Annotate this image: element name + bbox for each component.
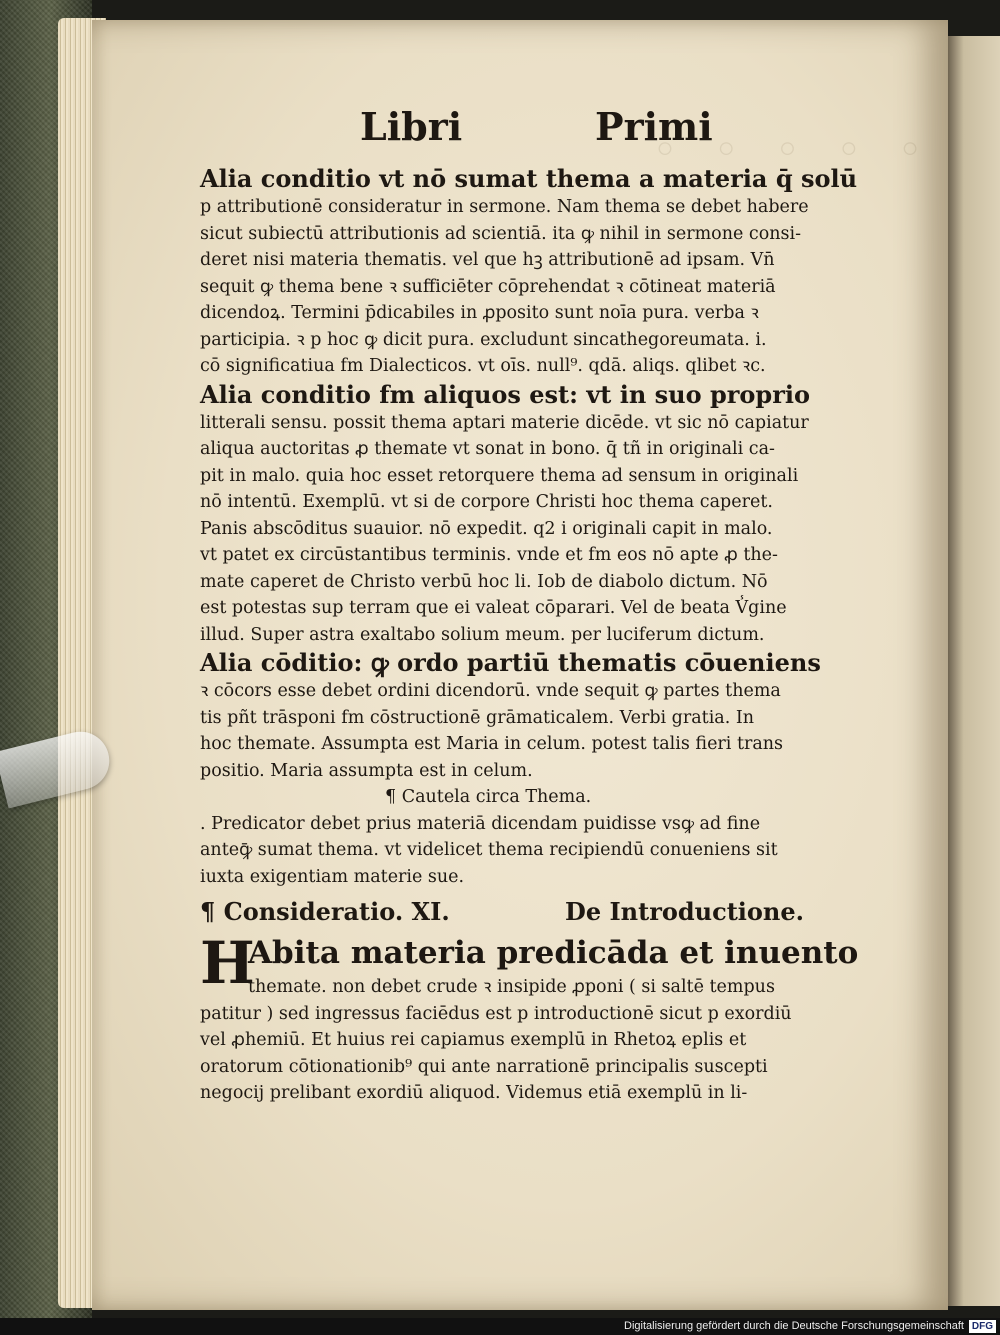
- text-line: sicut subiectū attributionis ad scientiā. ita ꝙ nihil in sermone consi-: [200, 223, 801, 244]
- text-line: cō significatiua fm Dialecticos. vt oīs. null⁹. qdā. aliqs. qlibet ꝛc.: [200, 356, 766, 376]
- text-line: . Predicator debet prius materiā dicendam puidisse vsꝙ ad fine: [200, 813, 761, 834]
- text-line: est potestas sup terram que ei valeat cōparari. Vel de beata V̾gine: [200, 598, 787, 618]
- cautela-heading: ¶ Cautela circa Thema.: [385, 787, 592, 807]
- heading-introductione: De Introductione.: [565, 897, 804, 926]
- text-line: Alia conditio vt nō sumat thema a materia q̄ solū: [200, 164, 858, 193]
- text-line: hoc themate. Assumpta est Maria in celum. potest talis fieri trans: [200, 734, 784, 754]
- running-head-right: Primi: [595, 104, 713, 149]
- paragraph-4: [200, 811, 860, 891]
- scan-footer: [0, 1318, 1000, 1335]
- paragraph-3: [200, 648, 860, 784]
- text-line: participia. ꝛ p hoc ꝙ dicit pura. excludunt sincathegoreumata. i.: [200, 329, 767, 350]
- text-line: aliqua auctoritas ꝓ themate vt sonat in bono. q̄ tñ in originali ca-: [200, 439, 775, 459]
- text-line: ꝛ cōcors esse debet ordini dicendorū. vnde sequit ꝙ partes thema: [200, 681, 781, 701]
- text-line: themate. non debet crude ꝛ insipide ꝓponi ( si saltē tempus: [248, 977, 775, 997]
- paragraph-1: [200, 164, 860, 380]
- text-line: deret nisi materia thematis. vel que hꝫ attributionē ad ipsam. Vn̄: [200, 250, 775, 270]
- text-line: Alia cōditio: ꝙ ordo partiū thematis cōueniens: [200, 648, 821, 677]
- text-line: litterali sensu. possit thema aptari materie dicēde. vt sic nō capiatur: [200, 412, 809, 433]
- text-line: patitur ) sed ingressus faciēdus est p introductionē sicut p exordiū: [200, 1003, 792, 1024]
- text-line: pit in malo. quia hoc esset retorquere thema ad sensum in originali: [200, 465, 799, 486]
- text-line: Abita materia predicāda et inuento: [248, 935, 859, 971]
- running-head-left: Libri: [360, 104, 463, 149]
- dfg-logo: DFG: [969, 1320, 996, 1333]
- heading-consideratio: ¶ Consideratio. XI.: [200, 897, 450, 926]
- running-head: [200, 100, 860, 164]
- text-line: Alia conditio fm aliquos est: vt in suo proprio: [200, 379, 810, 409]
- paragraph-5: [200, 929, 860, 1107]
- text-line: dicendoꝝ. Termini p̄dicabiles in ꝓposito sunt noīa pura. verba ꝛ: [200, 303, 759, 323]
- text-block: [200, 100, 860, 1107]
- text-line: illud. Super astra exaltabo solium meum. per luciferum dictum.: [200, 624, 765, 645]
- show-through-text: ◦ ◦ ◦ ◦ ◦: [652, 125, 934, 176]
- consideratio-heading: [200, 892, 860, 932]
- facing-page-edge: [948, 36, 1000, 1306]
- text-line: p attributionē consideratur in sermone. Nam thema se debet habere: [200, 197, 809, 217]
- text-line: anteꝙ̄ sumat thema. vt videlicet thema recipiendū conueniens sit: [200, 840, 778, 860]
- funding-credit: Digitalisierung gefördert durch die Deutsche Forschungsgemeinschaft: [624, 1320, 964, 1332]
- text-line: negocij prelibant exordiū aliquod. Videmus etiā exemplū in li-: [200, 1083, 748, 1103]
- text-line: sequit ꝙ thema bene ꝛ sufficiēter cōprehendat ꝛ cōtineat materiā: [200, 276, 776, 297]
- text-line: oratorum cōtionationib⁹ qui ante narrationē principalis suscepti: [200, 1056, 768, 1077]
- drop-cap: H: [200, 929, 255, 997]
- text-line: iuxta exigentiam materie sue.: [200, 866, 465, 887]
- paragraph-2: [200, 380, 860, 649]
- text-line: vt patet ex circūstantibus terminis. vnde et fm eos nō apte ꝓ the-: [200, 545, 778, 565]
- text-line: mate caperet de Christo verbū hoc li. Iob de diabolo dictum. Nō: [200, 571, 768, 592]
- text-line: positio. Maria assumpta est in celum.: [200, 760, 533, 781]
- text-line: tis pñt trāsponi fm cōstructionē grāmaticalem. Verbi gratia. In: [200, 707, 755, 728]
- text-line: nō intentū. Exemplū. vt si de corpore Christi hoc thema caperet.: [200, 492, 773, 512]
- text-line: Panis abscōditus suauior. nō expedit. q2 i originali capit in malo.: [200, 518, 773, 539]
- text-line: vel ꝓhemiū. Et huius rei capiamus exemplū in Rhetoꝝ eplis et: [200, 1030, 747, 1050]
